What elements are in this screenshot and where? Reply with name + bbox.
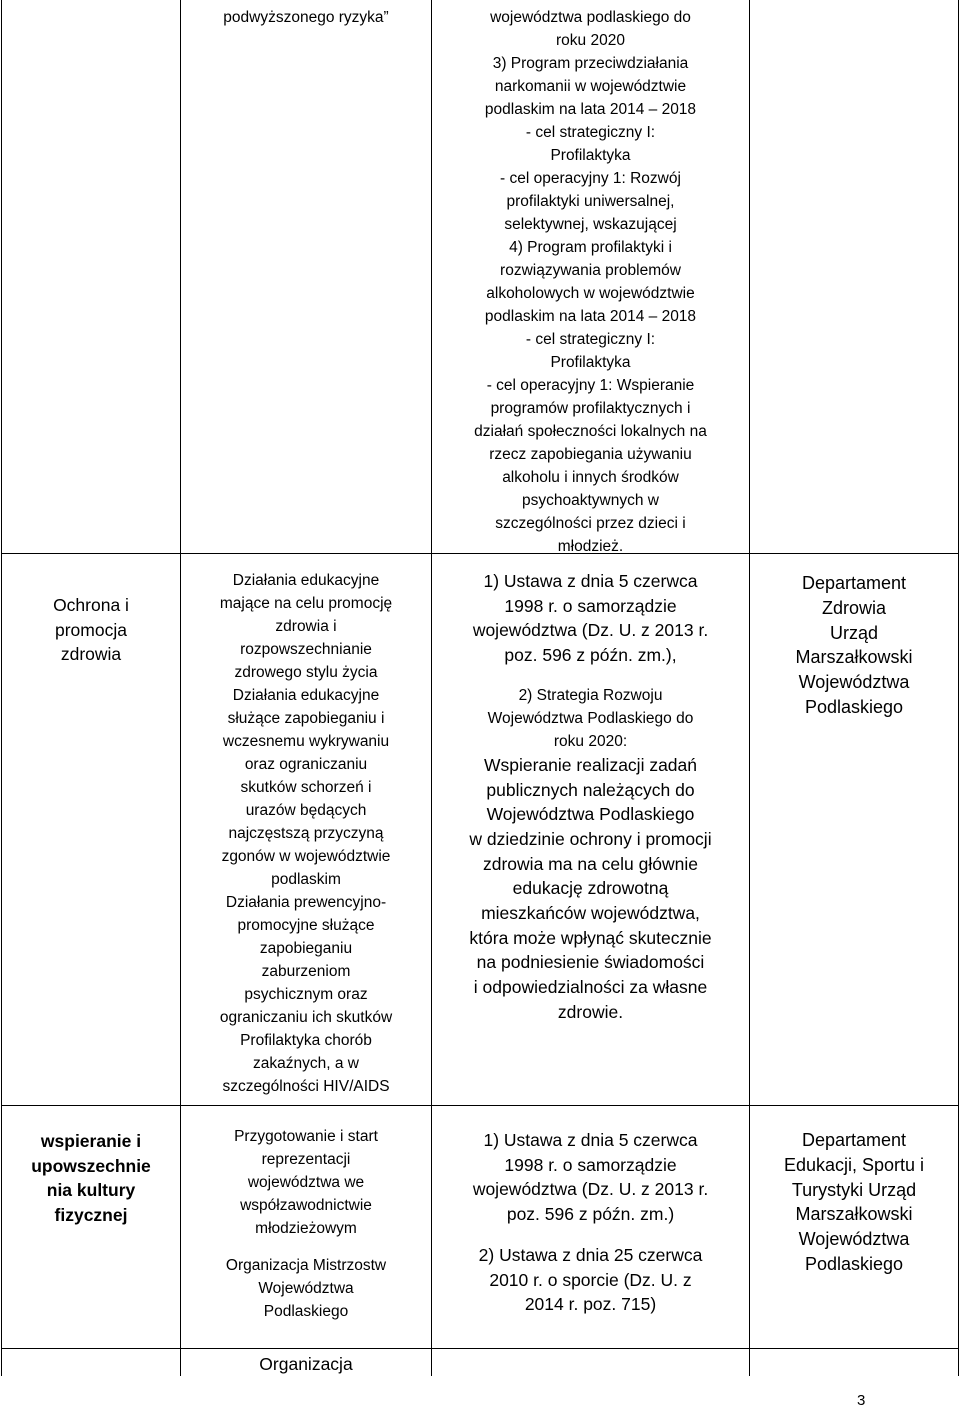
text-line: w dziedzinie ochrony i promocji [469,828,712,849]
text-line: Województwa [798,1229,910,1250]
text-line: Województwa Podlaskiego do [487,709,694,727]
text-line: programów profilaktycznych i [490,400,691,417]
text-line: zdrowia i [275,618,337,635]
text-line: Departament [801,573,907,593]
spacer [181,1240,431,1254]
text-line: Podlaskiego [804,696,904,717]
text-line: Marszałkowski [795,647,913,668]
sport-tasks-cell [181,1125,431,1323]
text-line: Działania edukacyjne [232,572,380,589]
text-line: podlaskim na lata 2014 – 2018 [484,101,697,118]
text-line: Wspieranie realizacji zadań [483,754,698,775]
text-line: selektywnej, wskazującej [504,216,677,233]
spacer [432,1227,749,1243]
text-line: zdrowia ma na celu głównie [483,853,698,874]
text-line: wczesnemu wykrywaniu [222,733,390,750]
text-line: - cel strategiczny I: [525,331,656,348]
text-line: województwa (Dz. U. z 2013 r. [472,620,709,641]
text-line: Województwa [258,1280,354,1297]
continuation-tasks-cell [181,6,431,29]
sport-tasks-participation [181,1125,431,1240]
text-line: reprezentacji [261,1151,351,1168]
text-line: najczęstszą przyczyną [228,825,384,842]
text-line: Przygotowanie i start [234,1128,378,1145]
health-unit-cell [750,571,958,720]
text-line: Organizacja [259,1354,353,1374]
health-basis-strategy [432,684,749,753]
text-line: podlaskim na lata 2014 – 2018 [484,308,697,325]
text-line: Organizacja Mistrzostw [225,1257,387,1274]
text-line: która może wpłynąć skutecznie [469,927,712,948]
text-line: alkoholu i innych środków [502,469,679,486]
text-line: 3) Program przeciwdziałania [492,55,689,72]
text-line: Profilaktyka [550,147,631,164]
text-line: roku 2020: [553,732,628,750]
text-line: Podlaskiego [263,1303,349,1320]
text-line: 1) Ustawa z dnia 5 czerwca [483,571,698,591]
text-line: zakaźnych, a w [253,1055,359,1072]
text-line: podwyższonego ryzyka” [223,9,389,26]
sport-basis-act-1 [432,1128,749,1227]
text-line: zgonów w województwie [221,848,391,865]
text-line: Profilaktyka [550,354,631,371]
text-line: 1) Ustawa z dnia 5 czerwca [483,1130,698,1150]
text-line: służące zapobieganiu i [227,710,385,727]
text-line: Marszałkowski [795,1204,913,1225]
sport-tasks-championships [181,1254,431,1323]
text-line: Zdrowia [821,597,887,618]
health-basis-cell [432,569,749,1025]
text-line: alkoholowych w województwie [486,285,695,302]
text-line: zapobieganiu [259,940,353,957]
text-line: Turystyki Urząd [791,1179,917,1200]
text-line: rozpowszechnianie [240,641,372,658]
text-line: rozwiązywania problemów [500,262,681,279]
text-line: poz. 596 z późn. zm.) [506,1204,675,1225]
text-line: 2014 r. poz. 715) [524,1294,657,1315]
text-line: fizycznej [54,1205,128,1226]
sport-basis-cell [432,1128,749,1317]
text-line: roku 2020 [556,32,625,49]
text-line: województwa we [247,1174,365,1191]
text-line: publicznych należących do [486,779,695,800]
text-line: 2) Strategia Rozwoju [518,686,663,704]
text-line: - cel operacyjny 1: Wspieranie [486,377,695,394]
text-line: Ochrona i [53,595,129,615]
text-line: 2) Ustawa z dnia 25 czerwca [478,1244,703,1265]
text-line: zdrowie. [557,1001,624,1022]
spacer [432,668,749,684]
text-line: Edukacji, Sportu i [783,1154,925,1175]
text-line: współzawodnictwie [240,1197,372,1214]
text-line: wspieranie i [40,1131,142,1151]
health-tasks-cell [181,569,431,1098]
text-line: Urząd [829,622,878,643]
text-line: województwa podlaskiego do [490,9,691,26]
health-area-cell [2,593,180,667]
text-line: promocja [55,619,127,640]
text-line: upowszechnie [31,1155,151,1176]
next-tasks-cell [181,1352,431,1377]
text-line: Działania prewencyjno- [225,894,387,911]
text-line: promocyjne służące [237,917,375,934]
text-line: profilaktyki uniwersalnej, [506,193,675,210]
text-line: - cel operacyjny 1: Rozwój [500,170,681,187]
sport-unit-cell [750,1128,958,1277]
text-line: szczególności przez dzieci i [495,515,686,532]
text-line: Profilaktyka chorób [240,1032,372,1049]
page-number: 3 [857,1392,866,1409]
text-line: rzecz zapobiegania używaniu [489,446,692,463]
sport-area-cell [2,1129,180,1228]
text-line: mające na celu promocję [219,595,393,612]
text-line: Podlaskiego [804,1253,904,1274]
text-line: województwa (Dz. U. z 2013 r. [472,1179,709,1200]
health-basis-act [432,569,749,668]
continuation-basis-cell [432,6,749,558]
text-line: i odpowiedzialności za własne [473,977,708,998]
text-line: 2010 r. o sporcie (Dz. U. z [489,1269,692,1290]
text-line: - cel strategiczny I: [525,124,656,141]
text-line: mieszkańców województwa, [481,903,700,924]
text-line: 1998 r. o samorządzie [504,595,677,616]
text-line: psychoaktywnych w [522,492,659,509]
text-line: zdrowego stylu życia [234,664,378,681]
text-line: edukację zdrowotną [512,878,669,899]
health-basis-description [432,753,749,1025]
text-line: nia kultury [46,1180,136,1201]
text-line: działań społeczności lokalnych na [474,423,707,440]
text-line: zaburzeniom [261,963,351,980]
text-line: 1998 r. o samorządzie [504,1154,677,1175]
text-line: narkomanii w województwie [494,78,687,95]
sport-basis-act-2 [432,1243,749,1317]
text-line: Działania edukacyjne [232,687,380,704]
text-line: młodzież. [557,538,624,555]
text-line: 4) Program profilaktyki i [509,239,672,256]
text-line: podlaskim [271,871,341,888]
text-line: Województwa Podlaskiego [486,804,695,825]
text-line: psychicznym oraz [244,986,368,1003]
text-line: szczególności HIV/AIDS [222,1078,390,1095]
text-line: skutków schorzeń i [240,779,372,796]
text-line: Województwa [798,672,910,693]
text-line: zdrowia [60,644,122,665]
text-line: Departament [801,1130,907,1150]
text-line: młodzieżowym [255,1220,357,1237]
text-line: ograniczaniu ich skutków [219,1009,393,1026]
text-line: na podniesienie świadomości [476,952,705,973]
text-line: urazów będących [245,802,367,819]
text-line: poz. 596 z późn. zm.), [504,645,677,666]
text-line: oraz ograniczaniu [244,756,368,773]
